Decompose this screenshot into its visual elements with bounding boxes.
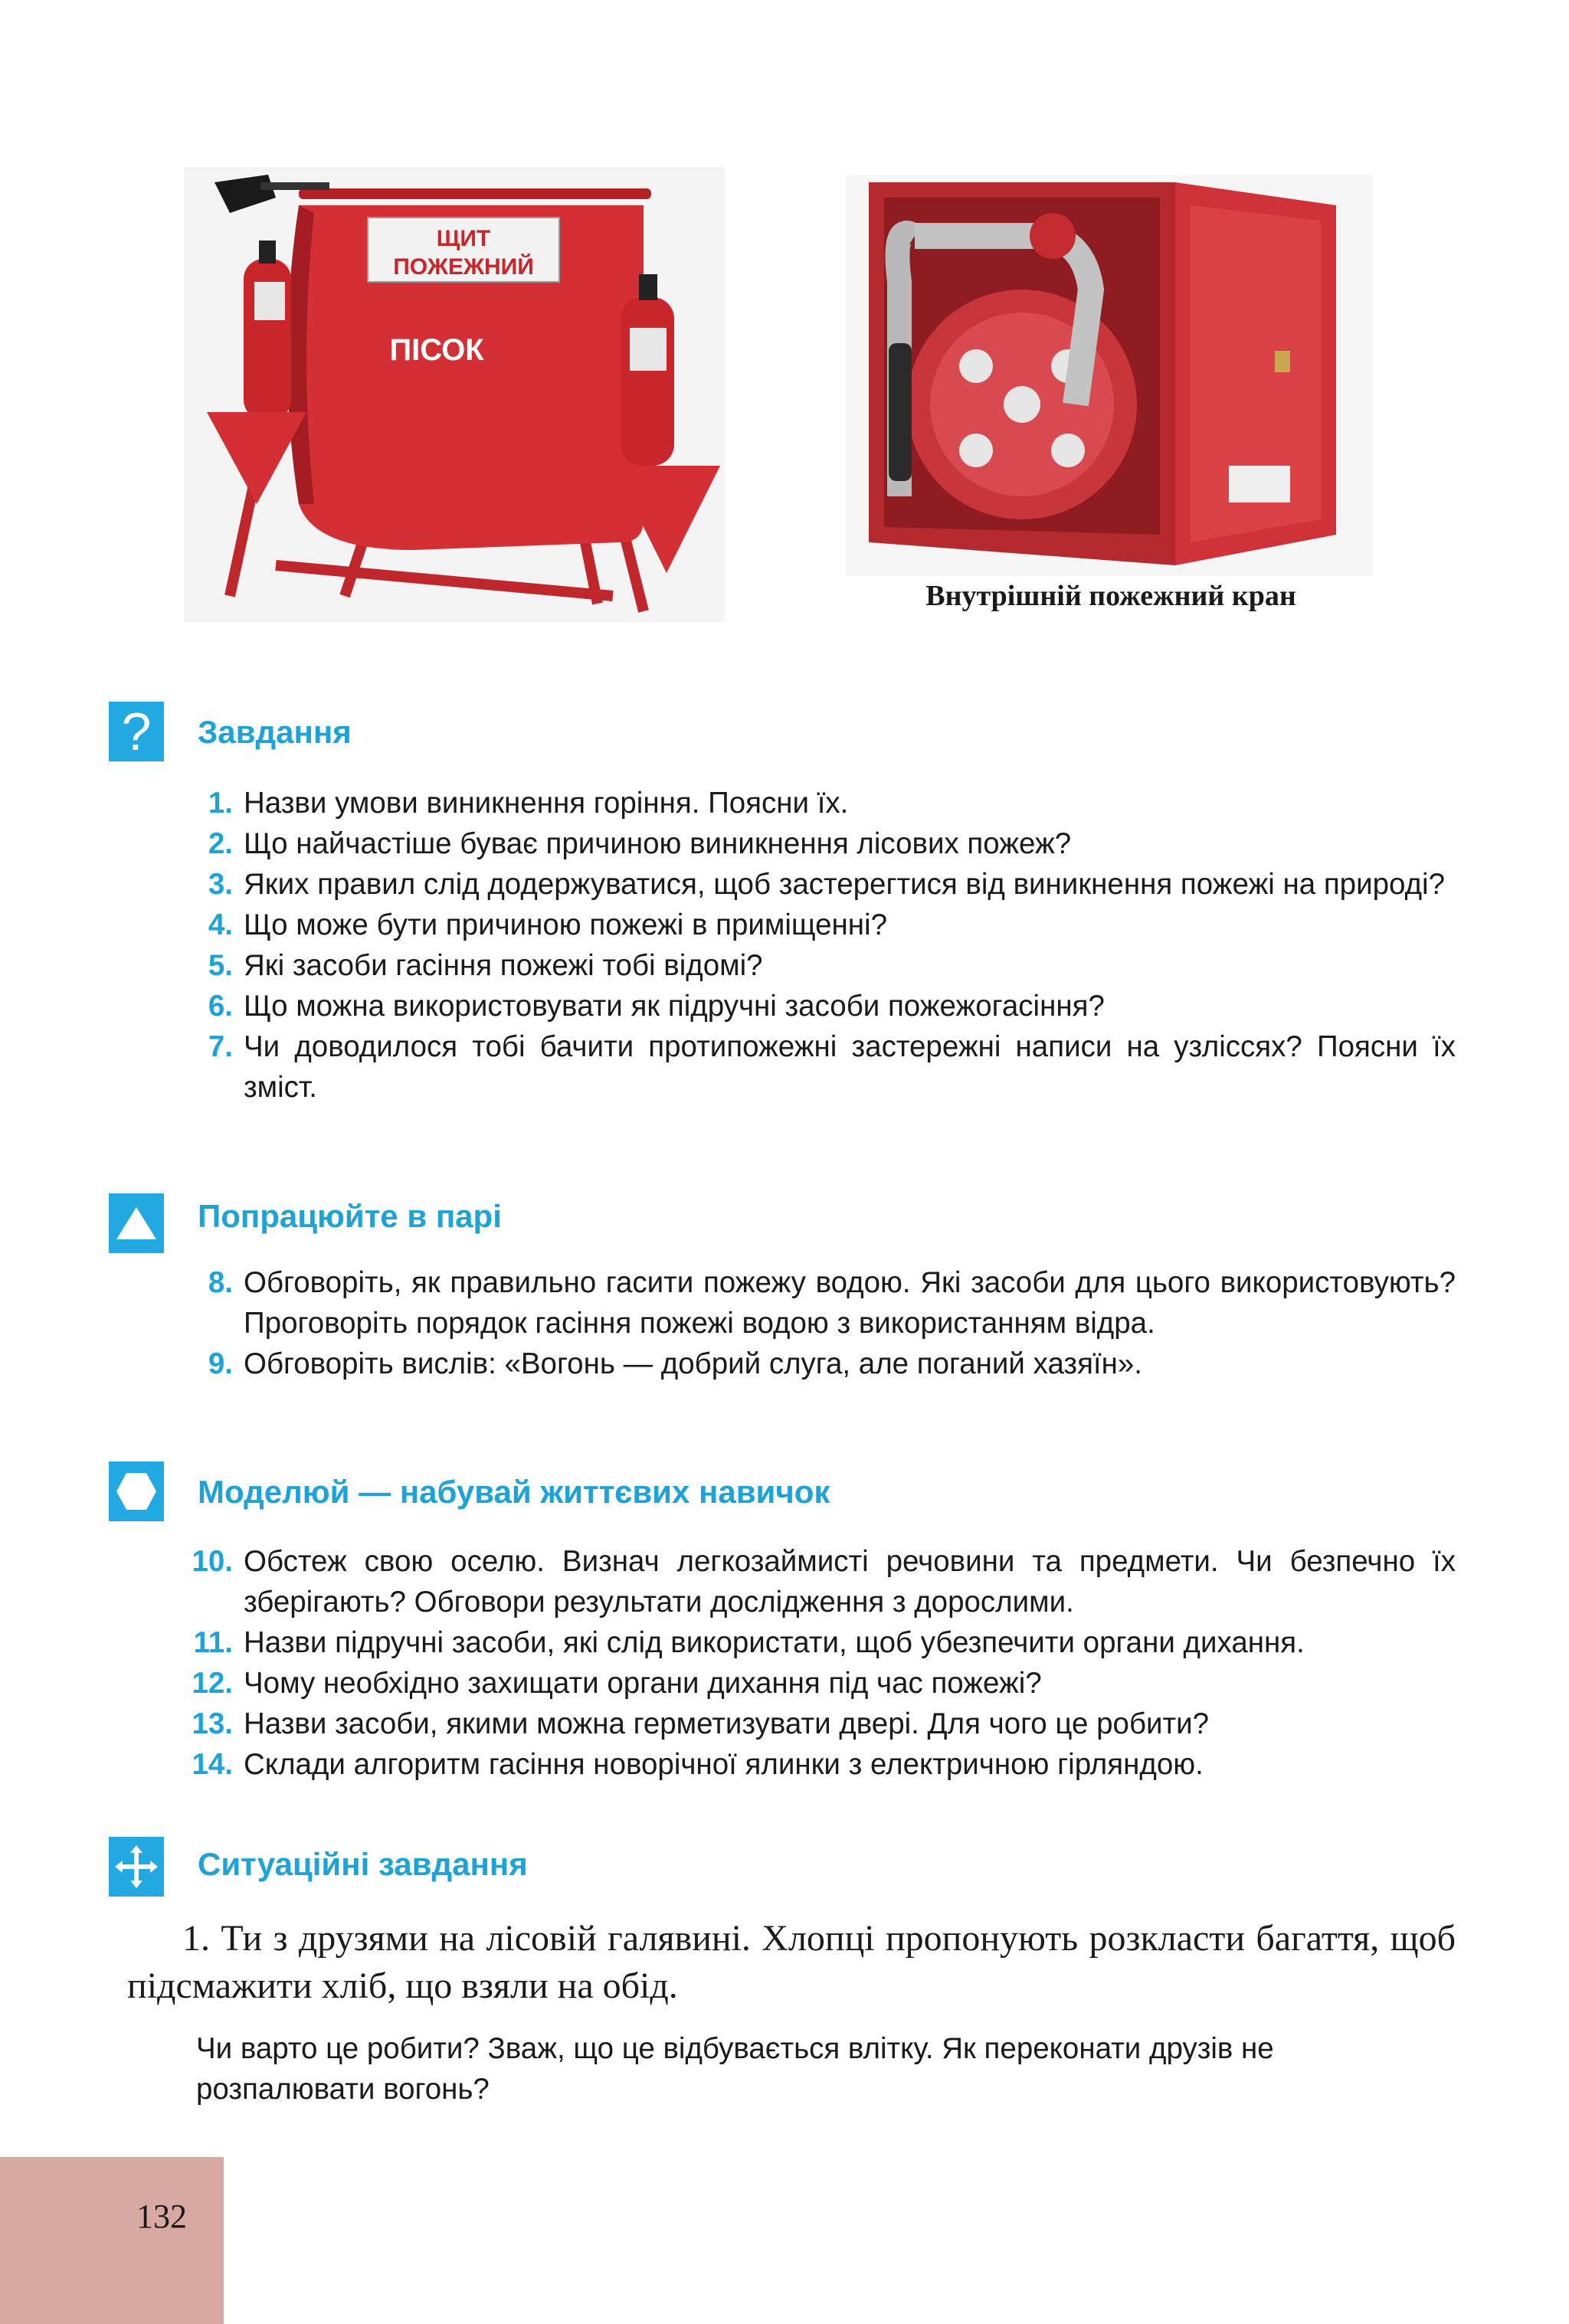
task-text: Обговоріть вислів: «Вогонь — добрий слуга, але поганий хазяїн». [244, 1347, 1142, 1380]
list-item [208, 905, 1456, 945]
task-text: Чому необхідно захищати органи дихання під час пожежі? [244, 1667, 1042, 1700]
arrows-cross-icon [109, 1837, 164, 1897]
list-item [192, 1663, 1456, 1704]
list-item [208, 864, 1456, 905]
shield-sign-line2: ПОЖЕЖНИЙ [393, 254, 534, 280]
task-number: 4. [208, 908, 233, 941]
fire-shield-figure [184, 167, 725, 622]
task-number: 3. [208, 868, 233, 901]
pair-task-list [208, 1262, 1456, 1384]
task-text: Назви засоби, якими можна герметизувати двері. Для чого це робити? [244, 1707, 1210, 1740]
sand-label: ПІСОК [389, 333, 484, 367]
task-list [208, 783, 1456, 1108]
fire-hydrant-illustration [846, 175, 1373, 576]
section-title-pairs: Попрацюйте в парі [198, 1198, 502, 1234]
task-number: 14. [192, 1748, 233, 1781]
task-text: Чи доводилося тобі бачити протипожежні застережні написи на узліссях? Поясни їх зміст. [244, 1030, 1456, 1104]
hexagon-icon [109, 1462, 164, 1521]
task-text: Обговоріть, як правильно гасити пожежу водою. Які засоби для цього використовують? Проговоріть порядок гасіння пожежі водою з використанням відра. [244, 1266, 1456, 1340]
list-item [192, 1704, 1456, 1744]
situation-question: Чи варто це робити? Зваж, що це відбувається влітку. Як переконати друзів не розпалювати вогонь? [196, 2032, 1274, 2106]
page-corner-tab [0, 2157, 224, 2324]
task-text: Що може бути причиною пожежі в приміщенні? [244, 908, 888, 941]
fire-shield-illustration [184, 167, 725, 622]
task-number: 9. [208, 1347, 233, 1380]
hydrant-caption: Внутрішній пожежний кран [925, 580, 1296, 612]
task-text: Яких правил слід додержуватися, щоб застерегтися від виникнення пожежі на природі? [244, 868, 1446, 901]
list-item [193, 1622, 1456, 1663]
fire-hydrant-figure [846, 175, 1373, 576]
list-item [208, 945, 1456, 986]
triangle-icon [109, 1193, 164, 1253]
task-number: 12. [192, 1667, 233, 1700]
section-title-situations: Ситуаційні завдання [198, 1846, 528, 1882]
task-number: 7. [208, 1030, 233, 1063]
list-item [208, 1026, 1456, 1108]
task-number: 10. [192, 1545, 233, 1578]
task-number: 1. [208, 787, 233, 820]
task-text: Що можна використовувати як підручні засоби пожежогасіння? [244, 990, 1105, 1023]
list-item [192, 1744, 1456, 1785]
list-item [208, 783, 1456, 823]
task-number: 2. [208, 827, 233, 860]
task-text: Склади алгоритм гасіння новорічної ялинки з електричною гірляндою. [244, 1748, 1204, 1781]
page-number: 132 [136, 2198, 187, 2235]
model-task-list [192, 1541, 1456, 1785]
task-text: Назви підручні засоби, які слід використати, щоб убезпечити органи дихання. [244, 1626, 1305, 1659]
task-text: Які засоби гасіння пожежі тобі відомі? [244, 949, 763, 982]
situation-text: 1. Ти з друзями на лісовій галявині. Хлопці пропонують розкласти багаття, щоб підсмажити хліб, що взяли на обід. [127, 1918, 1456, 2006]
task-number: 11. [193, 1626, 233, 1659]
list-item [208, 823, 1456, 864]
list-item [208, 1262, 1456, 1344]
list-item [192, 1541, 1456, 1622]
list-item [208, 986, 1456, 1026]
task-number: 13. [192, 1707, 233, 1740]
task-number: 6. [208, 990, 233, 1023]
section-title-tasks: Завдання [198, 714, 352, 750]
list-item [208, 1344, 1456, 1384]
task-text: Що найчастіше буває причиною виникнення лісових пожеж? [244, 827, 1072, 860]
shield-sign-line1: ЩИТ [436, 226, 491, 251]
task-text: Назви умови виникнення горіння. Поясни їх. [244, 787, 849, 820]
task-number: 8. [208, 1266, 233, 1299]
task-text: Обстеж свою оселю. Визнач легкозаймисті речовини та предмети. Чи безпечно їх зберігають? Обговори результати дослідження з дорослими. [244, 1545, 1456, 1619]
section-title-model: Моделюй — набувай життєвих навичок [198, 1474, 830, 1510]
task-number: 5. [208, 949, 233, 982]
question-icon: ? [109, 702, 164, 761]
